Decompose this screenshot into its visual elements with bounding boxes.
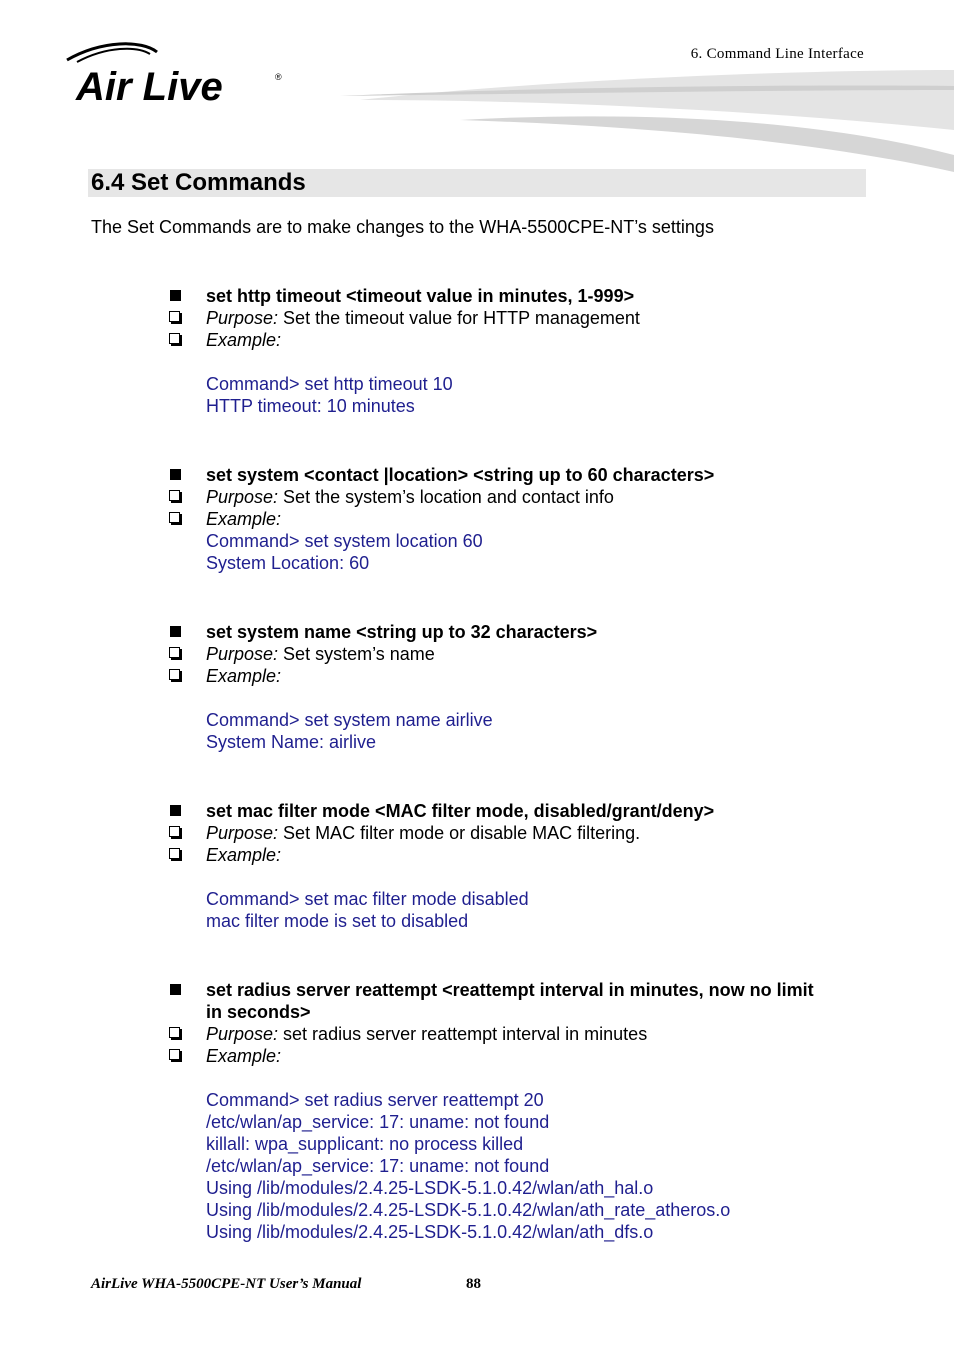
checkbox-bullet-icon	[169, 1027, 180, 1038]
example-label: Example:	[206, 1046, 282, 1066]
header-swoosh-graphic	[340, 60, 954, 180]
example-label: Example:	[206, 845, 282, 865]
command-syntax: set system name <string up to 32 characters>	[206, 622, 598, 642]
example-output-line: Command> set system location 60	[206, 531, 483, 551]
example-output-line: /etc/wlan/ap_service: 17: uname: not found	[206, 1156, 550, 1176]
checkbox-bullet-icon	[169, 826, 180, 837]
filled-square-bullet-icon	[170, 469, 181, 480]
command-purpose	[206, 486, 614, 508]
checkbox-bullet-icon	[169, 848, 180, 859]
example-output-line: HTTP timeout: 10 minutes	[206, 396, 415, 416]
purpose-text: Set the timeout value for HTTP management	[278, 308, 640, 328]
command-syntax: set http timeout <timeout value in minutes, 1-999>	[206, 286, 635, 306]
example-output-line: Using /lib/modules/2.4.25-LSDK-5.1.0.42/wlan/ath_rate_atheros.o	[206, 1200, 731, 1220]
purpose-text: Set the system’s location and contact info	[278, 487, 614, 507]
checkbox-bullet-icon	[169, 311, 180, 322]
command-syntax-continued: in seconds>	[206, 1002, 311, 1022]
purpose-text: set radius server reattempt interval in minutes	[278, 1024, 648, 1044]
filled-square-bullet-icon	[170, 626, 181, 637]
command-purpose	[206, 822, 640, 844]
svg-text:®: ®	[275, 72, 282, 82]
checkbox-bullet-icon	[169, 512, 180, 523]
checkbox-bullet-icon	[169, 647, 180, 658]
example-output-line: Command> set http timeout 10	[206, 374, 453, 394]
example-label: Example:	[206, 666, 282, 686]
command-purpose	[206, 643, 435, 665]
example-output-line: Command> set system name airlive	[206, 710, 493, 730]
example-output-line: Using /lib/modules/2.4.25-LSDK-5.1.0.42/wlan/ath_dfs.o	[206, 1222, 654, 1242]
purpose-label: Purpose:	[206, 1024, 279, 1044]
example-output-line: System Location: 60	[206, 553, 370, 573]
purpose-text: Set system’s name	[278, 644, 435, 664]
command-syntax: set mac filter mode <MAC filter mode, disabled/grant/deny>	[206, 801, 715, 821]
checkbox-bullet-icon	[169, 1049, 180, 1060]
purpose-label: Purpose:	[206, 644, 279, 664]
footer-manual-title: AirLive WHA-5500CPE-NT User’s Manual	[91, 1276, 362, 1292]
chapter-header: 6. Command Line Interface	[690, 46, 864, 62]
svg-text:Air Live: Air Live	[76, 65, 223, 109]
command-purpose	[206, 1023, 647, 1045]
example-output-line: Command> set radius server reattempt 20	[206, 1090, 544, 1110]
command-purpose	[206, 307, 640, 329]
example-output-line: Using /lib/modules/2.4.25-LSDK-5.1.0.42/wlan/ath_hal.o	[206, 1178, 654, 1198]
example-output-line: Command> set mac filter mode disabled	[206, 889, 529, 909]
checkbox-bullet-icon	[169, 669, 180, 680]
command-syntax: set system <contact |location> <string up to 60 characters>	[206, 465, 715, 485]
page-number: 88	[466, 1276, 481, 1292]
command-syntax: set radius server reattempt <reattempt interval in minutes, now no limit	[206, 980, 814, 1000]
example-output-line: mac filter mode is set to disabled	[206, 911, 469, 931]
filled-square-bullet-icon	[170, 290, 181, 301]
purpose-text: Set MAC filter mode or disable MAC filtering.	[278, 823, 641, 843]
example-label: Example:	[206, 330, 282, 350]
example-output-line: killall: wpa_supplicant: no process killed	[206, 1134, 524, 1154]
purpose-label: Purpose:	[206, 487, 279, 507]
checkbox-bullet-icon	[169, 490, 180, 501]
example-output-line: System Name: airlive	[206, 732, 377, 752]
section-title: 6.4 Set Commands	[91, 169, 306, 196]
purpose-label: Purpose:	[206, 823, 279, 843]
purpose-label: Purpose:	[206, 308, 279, 328]
filled-square-bullet-icon	[170, 805, 181, 816]
example-label: Example:	[206, 509, 282, 529]
checkbox-bullet-icon	[169, 333, 180, 344]
airlive-logo	[62, 40, 292, 110]
filled-square-bullet-icon	[170, 984, 181, 995]
example-output-line: /etc/wlan/ap_service: 17: uname: not found	[206, 1112, 550, 1132]
section-intro: The Set Commands are to make changes to the WHA-5500CPE-NT’s settings	[91, 217, 714, 237]
